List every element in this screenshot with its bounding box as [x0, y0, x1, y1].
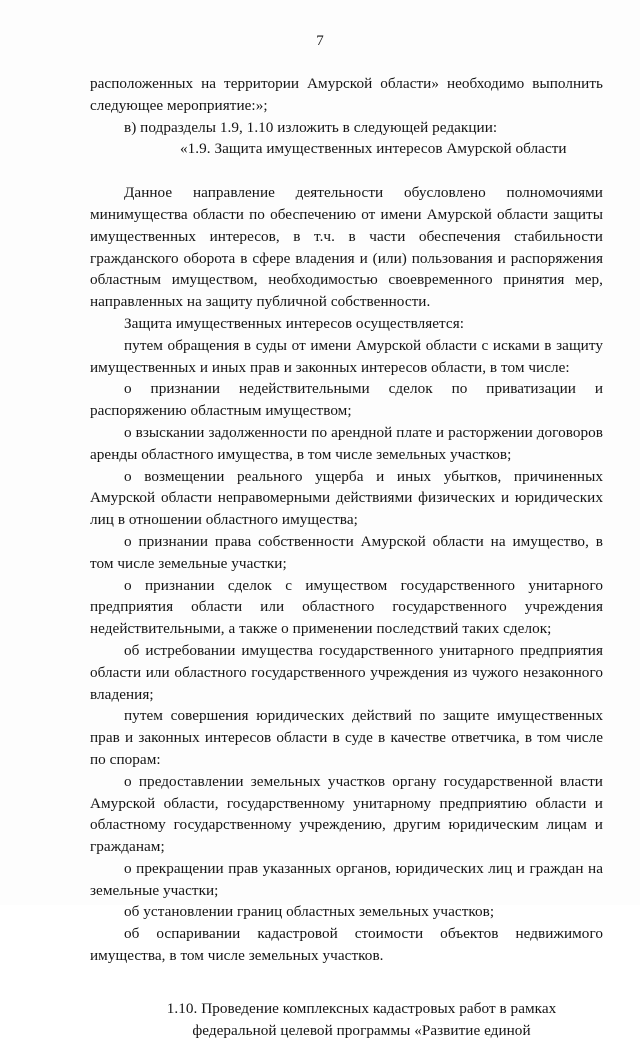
- list-item-boundaries: об установлении границ областных земельных участков;: [124, 903, 495, 921]
- list-item-damage-compensation: о возмещении реального ущерба и иных убытков, причиненных Амурской области неправомерными действиями физических и юридических лиц в отношении областного имущества;: [90, 467, 603, 529]
- list-item-cadastral-value: об оспаривании кадастровой стоимости объектов недвижимого имущества, в том числе земельных участков.: [90, 925, 603, 965]
- paragraph-court-claims: путем обращения в суды от имени Амурской области с исками в защиту имущественных и иных прав и законных интересов области, в том числе:: [90, 336, 603, 376]
- list-item-debt-recovery: о взыскании задолженности по арендной плате и расторжении договоров аренды областного имущества, в том числе земельных участков;: [90, 423, 603, 463]
- document-body: [90, 73, 603, 1041]
- paragraph-defendant-actions: путем совершения юридических действий по защите имущественных прав и законных интересов области в суде в качестве ответчика, в том числе по спорам:: [90, 707, 603, 768]
- list-item-enterprise-deals: о признании сделок с имуществом государственного унитарного предприятия области или областного государственного учреждения недействительными, а также о применении последствий таких сделок;: [90, 576, 603, 638]
- paragraph-continuation: расположенных на территории Амурской области» необходимо выполнить следующее мероприятие:»;: [90, 75, 603, 114]
- section-heading-1-10: 1.10. Проведение комплексных кадастровых работ в рамках федеральной целевой программы «Развитие единой: [166, 999, 557, 1039]
- paragraph-protection-intro: Защита имущественных интересов осуществляется:: [124, 314, 465, 332]
- paragraph-amendment-b: в) подразделы 1.9, 1.10 изложить в следующей редакции:: [124, 118, 498, 136]
- list-item-ownership-recognition: о признании права собственности Амурской области на имущество, в том числе земельные участки;: [90, 532, 603, 572]
- list-item-rights-termination: о прекращении прав указанных органов, юридических лиц и граждан на земельные участки;: [90, 859, 603, 899]
- list-item-property-reclaim: об истребовании имущества государственного унитарного предприятия области или областного государственного учреждения из чужого незаконного владения;: [90, 641, 603, 703]
- page-number: 7: [316, 33, 324, 49]
- paragraph-direction-description: Данное направление деятельности обусловлено полномочиями минимущества области по обеспечению от имени Амурской области защиты имущественных интересов, в т.ч. в части обеспечения стабильности гражданского оборота в сфере владения и (или) пользования и распоряжения областным имуществом, необходимостью своевременного принятия мер, направленных на защиту публичной собственности.: [90, 184, 603, 311]
- list-item-invalid-deals: о признании недействительными сделок по приватизации и распоряжению областным имуществом;: [90, 380, 603, 420]
- list-item-land-provision: о предоставлении земельных участков органу государственной власти Амурской области, государственному унитарному предприятию области и областному государственному учреждению, другим юридическим лицам и гражданам;: [90, 772, 603, 856]
- section-heading-1-9: «1.9. Защита имущественных интересов Амурской области: [180, 140, 567, 158]
